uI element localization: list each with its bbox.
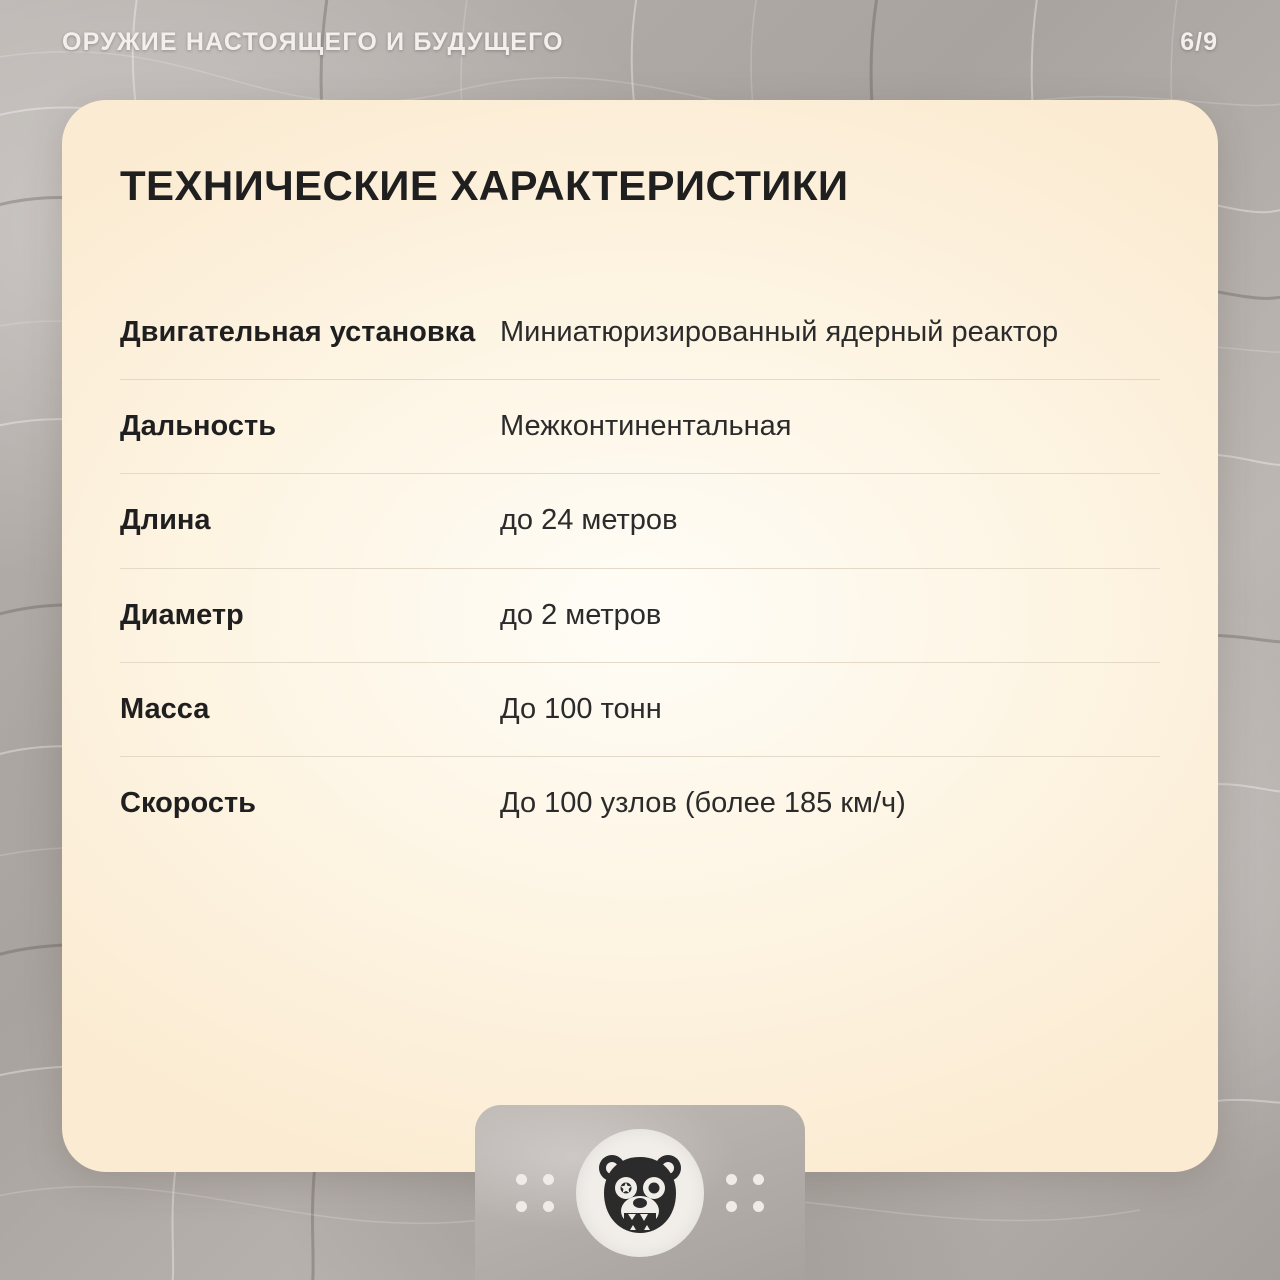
specifications-table [120, 286, 1160, 850]
spec-label: Дальность [120, 410, 277, 443]
page-title: ТЕХНИЧЕСКИЕ ХАРАКТЕРИСТИКИ [120, 162, 849, 209]
table-row [120, 380, 1160, 474]
spec-card [62, 100, 1218, 1172]
spec-value: до 2 метров [500, 598, 662, 631]
brand-logo [576, 1129, 704, 1257]
spec-label: Двигательная установка [120, 316, 476, 348]
spec-value: Межконтинентальная [500, 410, 792, 443]
dots-right-decoration [726, 1174, 764, 1212]
spec-value: до 24 метров [500, 504, 678, 537]
spec-value: До 100 тонн [500, 692, 662, 725]
header-title: ОРУЖИЕ НАСТОЯЩЕГО И БУДУЩЕГО [62, 28, 564, 56]
footer-logo-plate [475, 1105, 805, 1280]
table-row [120, 663, 1160, 757]
spec-label: Длина [120, 504, 211, 537]
table-row [120, 569, 1160, 663]
slide-counter: 6/9 [1180, 28, 1218, 56]
spec-label: Масса [120, 692, 210, 725]
bear-mascot-icon [588, 1141, 692, 1245]
spec-label: Диаметр [120, 598, 244, 631]
table-row [120, 757, 1160, 850]
slide-header [0, 28, 1280, 57]
table-row [120, 474, 1160, 568]
spec-label: Скорость [120, 786, 256, 819]
spec-value: До 100 узлов (более 185 км/ч) [500, 786, 906, 819]
table-row [120, 286, 1160, 380]
spec-value: Миниатюризированный ядерный реактор [500, 316, 1059, 348]
dots-left-decoration [516, 1174, 554, 1212]
